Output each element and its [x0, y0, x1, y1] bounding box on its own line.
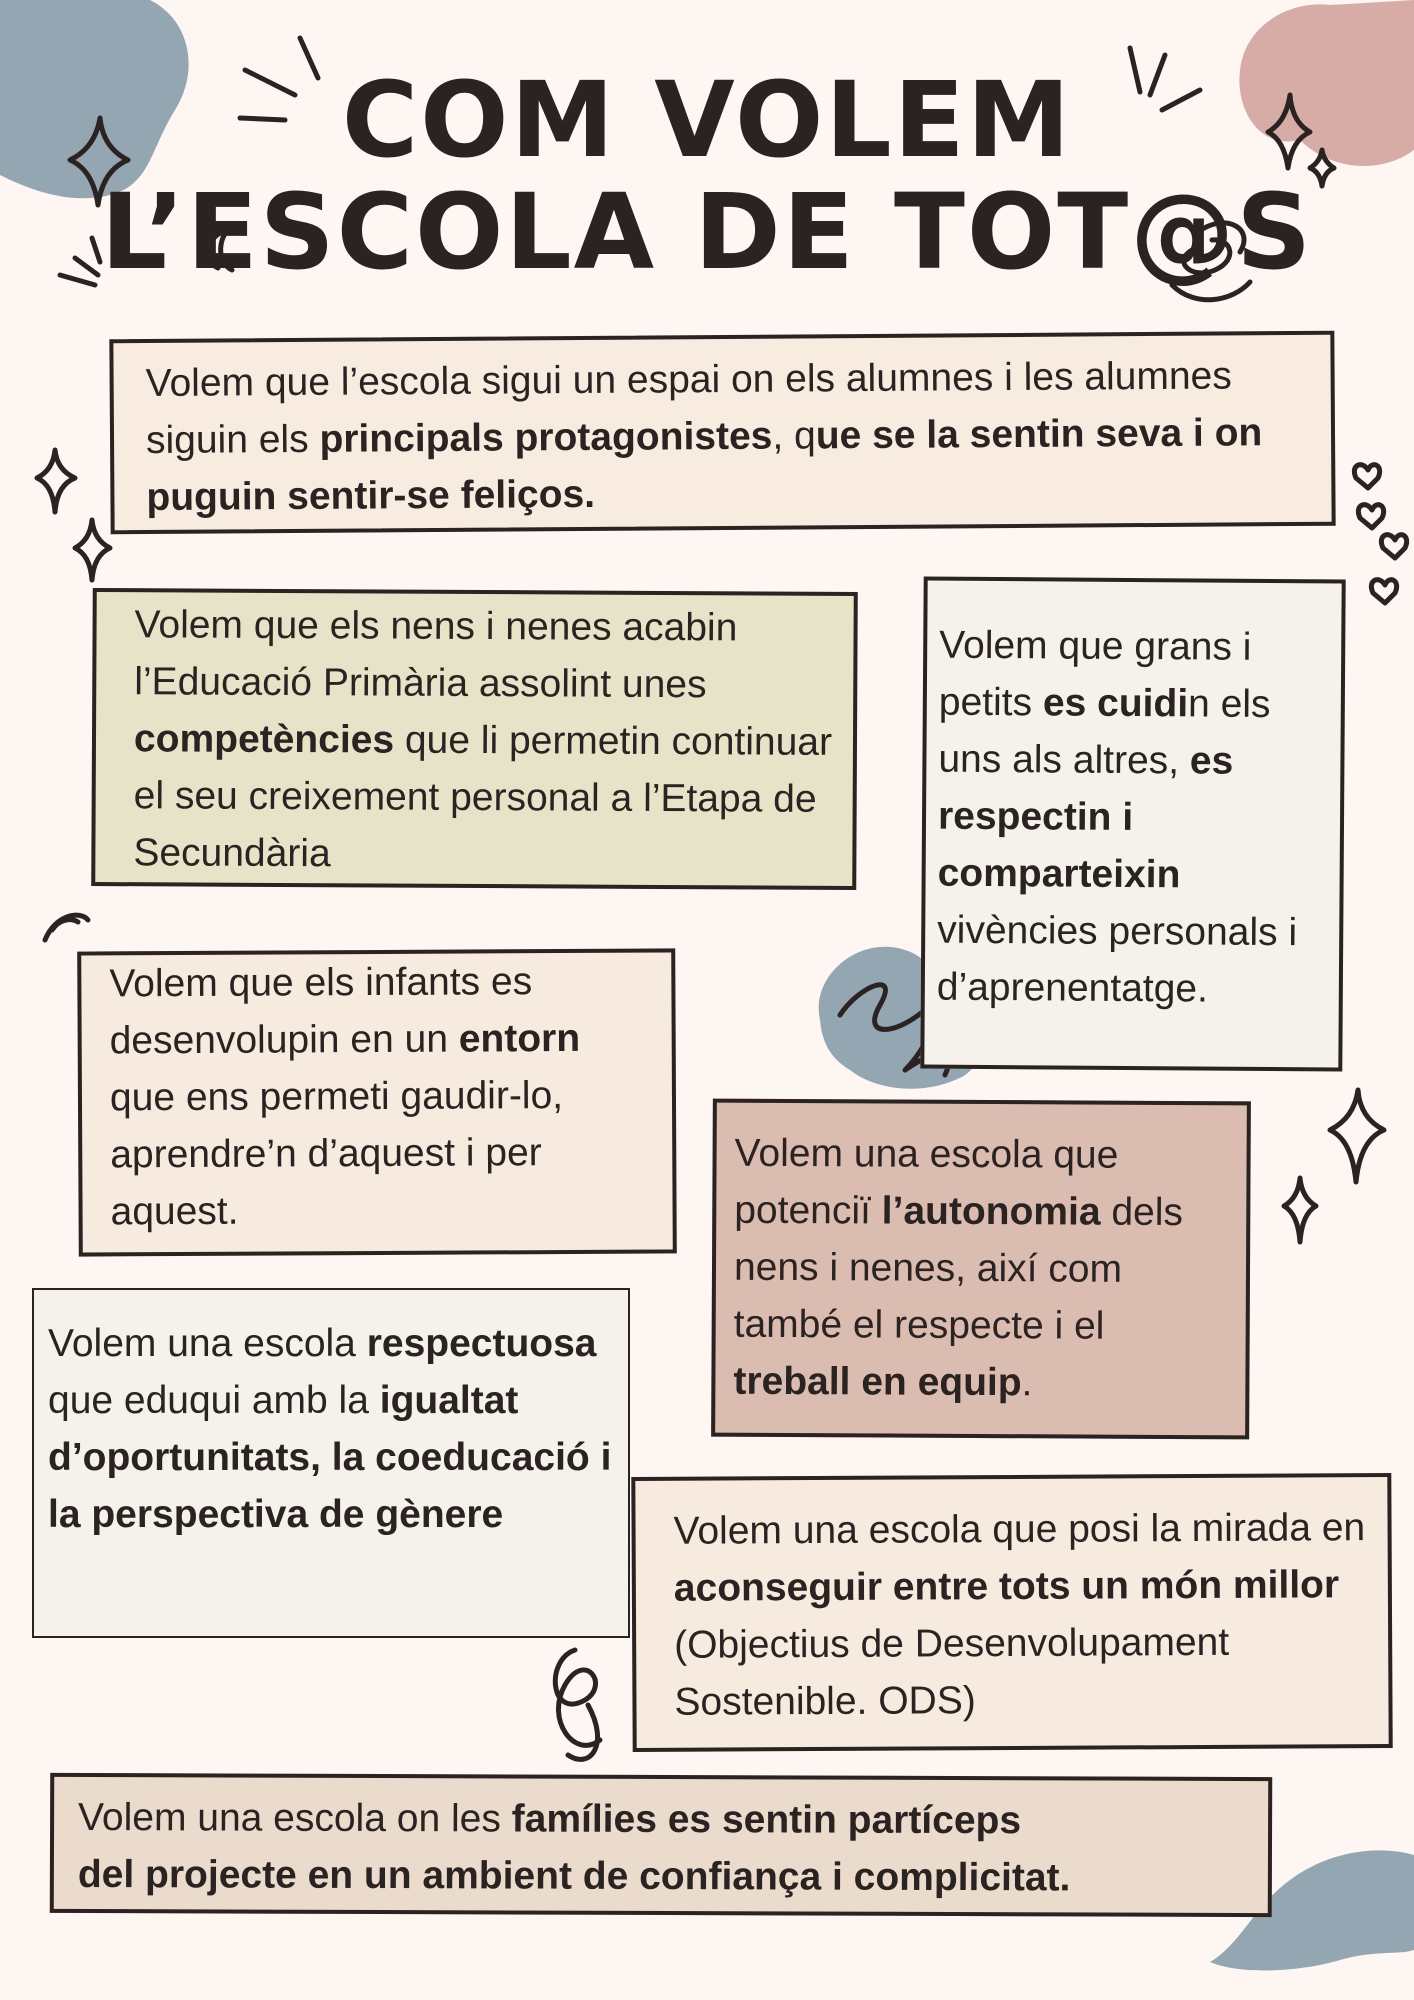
card-text: que ens permeti gaudir-lo, aprendre’n d’aquest i per aquest.	[109, 1074, 564, 1234]
page-title-line-1: COM VOLEM	[341, 59, 1073, 181]
card-text: dels nens i nenes, així com també el respecte i el	[733, 1190, 1184, 1348]
card-emphasis: igualtat d’oportunitats, la coeducació i la perspectiva de gènere	[48, 1379, 612, 1536]
card-text: Volem una escola que potenciï	[734, 1131, 1119, 1233]
card-text: (Objectius de Desenvolupament Sostenible. ODS)	[674, 1620, 1230, 1724]
card-text: Volem una escola on les	[78, 1795, 512, 1841]
squiggle-icon	[555, 1650, 600, 1759]
card-text: Volem que l’escola sigui un espai on els alumnes i les alumnes siguin els	[145, 354, 1232, 463]
heart-icon	[1371, 580, 1396, 603]
heart-icon	[1354, 465, 1379, 488]
card-text: vivències personals i d’aprenentatge.	[936, 908, 1298, 1011]
card-emphasis: treball en equip	[733, 1359, 1022, 1405]
card-families	[50, 1773, 1272, 1917]
card-emphasis: es respectin i comparteixin	[937, 739, 1234, 897]
card-emphasis: famílies es sentin partíceps del projecte en un ambient de confiança i complicitat.	[77, 1797, 1071, 1900]
card-text: Volem que els infants es desenvolupin en un	[109, 960, 533, 1063]
card-text: que li permetin continuar el seu creixement personal a l’Etapa de Secundària	[133, 718, 833, 876]
card-text: Volem una escola	[48, 1322, 367, 1365]
card-emphasis: competències	[133, 717, 395, 762]
curve-mark-icon	[45, 915, 88, 940]
card-emphasis: l’autonomia	[881, 1189, 1101, 1234]
card-equality	[32, 1288, 630, 1638]
sparkle-icon	[1284, 1178, 1316, 1242]
heart-icon	[1358, 505, 1383, 528]
card-autonomy	[711, 1099, 1251, 1440]
sparkle-icon	[37, 450, 75, 512]
card-text: n els uns als altres,	[938, 682, 1271, 783]
card-emphasis: respectuosa	[366, 1322, 597, 1365]
card-environment	[77, 948, 677, 1256]
card-text: Volem que els nens i nenes acabin l’Educació Primària assolint unes	[134, 603, 738, 707]
card-emphasis: ue se la sentin seva i on puguin sentir-se feliços.	[146, 411, 1263, 520]
card-text: que eduqui amb la	[48, 1379, 380, 1422]
card-protagonists	[109, 331, 1335, 535]
card-text: , q	[772, 414, 816, 458]
sparkle-icon	[1330, 1090, 1384, 1182]
card-emphasis: principals protagonistes	[319, 414, 773, 461]
card-text: .	[1021, 1361, 1033, 1405]
card-text: Volem una escola que posi la mirada en	[673, 1506, 1366, 1553]
card-competences	[91, 588, 858, 890]
card-emphasis: aconseguir entre tots un món millor	[673, 1563, 1340, 1610]
card-care	[920, 577, 1345, 1072]
sparkle-icon	[75, 520, 110, 580]
card-emphasis: es cuidi	[1042, 681, 1189, 726]
page-title-line-2: L’ESCOLA DE TOT@S	[100, 171, 1314, 293]
card-better-world	[631, 1473, 1392, 1752]
heart-icon	[1381, 535, 1406, 558]
card-text: Volem que grans i petits	[938, 623, 1252, 725]
card-emphasis: entorn	[458, 1016, 581, 1061]
